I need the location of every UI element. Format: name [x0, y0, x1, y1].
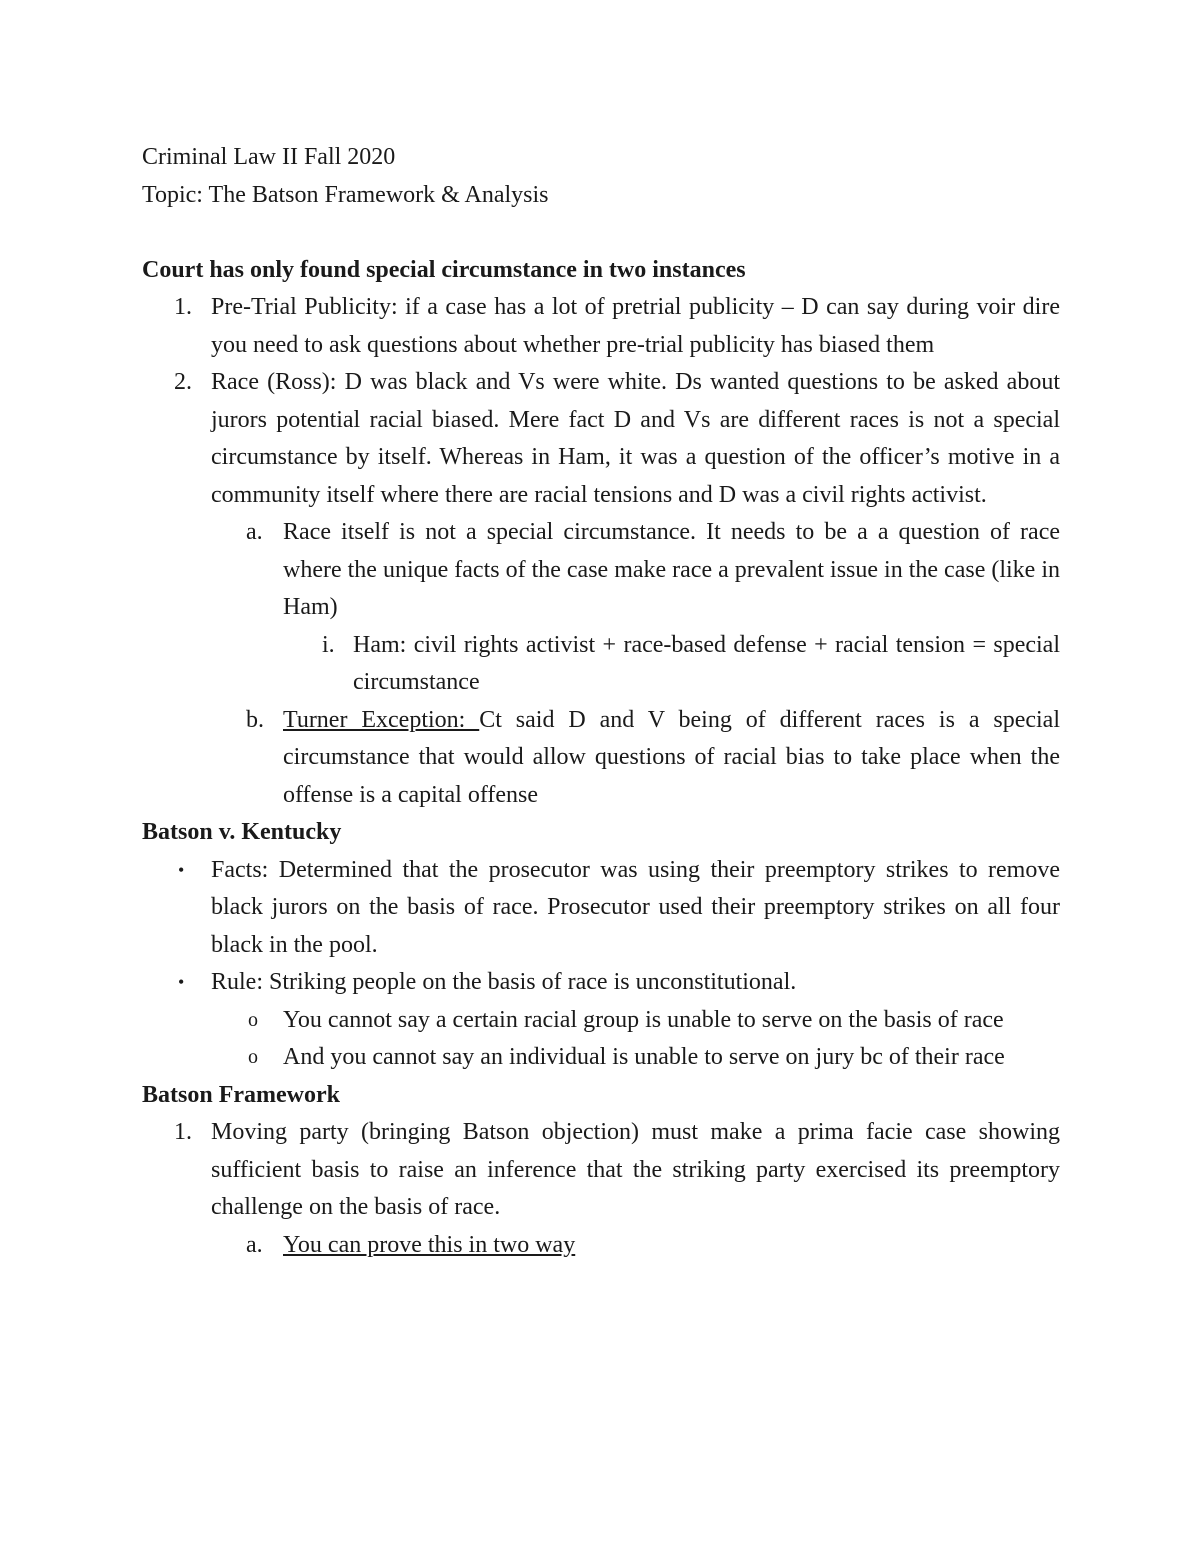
circle-item-individual: [142, 1039, 1060, 1077]
list-item-race-ross: [142, 364, 1060, 514]
sub-item-turner-exception: [142, 702, 1060, 815]
circle-bullet-icon: o: [248, 1008, 258, 1031]
list-roman: i.: [322, 631, 335, 658]
blank-line: [142, 214, 1060, 252]
list-item-pretrial-publicity: [142, 289, 1060, 364]
list-item-text: Race (Ross): D was black and Vs were white. Ds wanted questions to be asked about jurors potential racial biased. Mere fact D and Vs are different races is not a special circumstance by itself. Whereas in Ham, it was a question of the officer’s motive in a community itself where there are racial tensions and D was a civil rights activist.: [211, 369, 1060, 508]
circle-item-racial-group: [142, 1002, 1060, 1040]
list-item-text: Moving party (bringing Batson objection) must make a prima facie case showing sufficient basis to raise an inference that the striking party exercised its preemptory challenge on the basis of race.: [211, 1119, 1060, 1220]
sub-sub-item-ham: [142, 627, 1060, 702]
list-item-text: Pre-Trial Publicity: if a case has a lot of pretrial publicity – D can say during voir dire you need to ask questions about whether pre-trial publicity has biased them: [211, 294, 1060, 358]
batson-framework-heading: Batson Framework: [142, 1081, 340, 1108]
bullet-item-facts: [142, 852, 1060, 965]
circle-item-text: You cannot say a certain racial group is unable to serve on the basis of race: [283, 1006, 1004, 1033]
document-page: [142, 139, 1060, 1264]
bullet-item-rule: [142, 964, 1060, 1002]
batson-case-heading: Batson v. Kentucky: [142, 819, 342, 845]
bullet-icon: •: [178, 972, 185, 992]
circle-item-text: And you cannot say an individual is unable to serve on jury bc of their race: [283, 1044, 1005, 1070]
list-letter: a.: [246, 1231, 263, 1258]
list-number: 1.: [174, 1119, 192, 1145]
list-item-moving-party: [142, 1114, 1060, 1227]
topic-line: Topic: The Batson Framework & Analysis: [142, 181, 549, 208]
circle-bullet-icon: o: [248, 1046, 258, 1068]
list-letter: b.: [246, 706, 264, 733]
list-letter: a.: [246, 519, 263, 545]
list-number: 2.: [174, 369, 192, 395]
bullet-text: Rule: Striking people on the basis of race is unconstitutional.: [211, 969, 797, 995]
sub-item-race-itself: [142, 514, 1060, 627]
sub-item-text: Race itself is not a special circumstance. It needs to be a a question of race where the unique facts of the case make race a prevalent issue in the case (like in Ham): [283, 519, 1060, 620]
sub-item-text: You can prove this in two way: [283, 1231, 576, 1258]
sub-sub-item-text: Ham: civil rights activist + race-based defense + racial tension = special circumstance: [353, 631, 1060, 695]
turner-exception-label: Turner Exception:: [283, 706, 480, 733]
course-title: Criminal Law II Fall 2020: [142, 144, 396, 170]
sub-item-two-ways: [142, 1227, 1060, 1265]
bullet-text: Facts: Determined that the prosecutor was using their preemptory strikes to remove black jurors on the basis of race. Prosecutor used their preemptory strikes on all four black in the pool.: [211, 856, 1060, 958]
sub-item-text: Ct said D and V being of different races is a special circumstance that would allow questions of racial bias to take place when the offense is a capital offense: [283, 706, 1061, 808]
bullet-icon: •: [178, 859, 185, 880]
special-circumstance-heading: Court has only found special circumstance in two instances: [142, 256, 746, 283]
list-number: 1.: [174, 294, 192, 320]
